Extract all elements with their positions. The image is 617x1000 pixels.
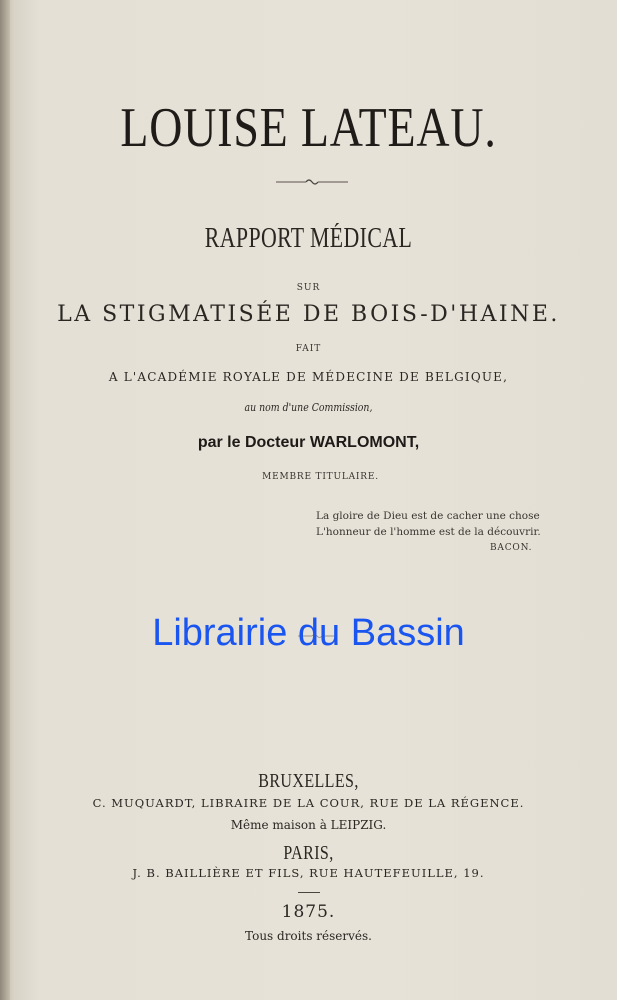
epigraph-attribution: BACON. <box>490 543 533 553</box>
author-role: MEMBRE TITULAIRE. <box>262 472 379 482</box>
subject-line: LA STIGMATISÉE DE BOIS-D'HAINE. <box>57 302 560 327</box>
imprint-same-house: Même maison à LEIPZIG. <box>230 818 387 832</box>
watermark-text: Librairie du Bassin <box>152 612 465 654</box>
connector-fait: FAIT <box>295 344 322 354</box>
ornament-divider-icon <box>276 177 348 187</box>
short-rule <box>298 892 320 893</box>
commission-line: au nom d'une Commission, <box>244 401 373 414</box>
imprint-publisher-paris: J. B. BAILLIÈRE ET FILS, RUE HAUTEFEUILLE, 19. <box>132 866 485 880</box>
book-spine-shadow <box>0 0 10 1000</box>
connector-sur: SUR <box>296 283 321 293</box>
academy-line: A L'ACADÉMIE ROYALE DE MÉDECINE DE BELGIQUE, <box>108 370 509 384</box>
author-line: par le Docteur WARLOMONT, <box>197 434 420 451</box>
epigraph <box>316 508 566 556</box>
imprint-publisher-brussels: C. MUQUARDT, LIBRAIRE DE LA COUR, RUE DE LA RÉGENCE. <box>92 796 525 810</box>
book-subtitle: RAPPORT MÉDICAL <box>204 223 413 254</box>
book-title: LOUISE LATEAU. <box>120 97 497 159</box>
imprint-city-brussels: BRUXELLES, <box>258 770 359 792</box>
publication-year: 1875. <box>281 902 336 922</box>
rights-notice: Tous droits réservés. <box>245 929 372 943</box>
epigraph-line: L'honneur de l'homme est de la découvrir. <box>316 526 541 538</box>
epigraph-line: La gloire de Dieu est de cacher une chose <box>316 510 540 522</box>
imprint-city-paris: PARIS, <box>283 842 334 864</box>
